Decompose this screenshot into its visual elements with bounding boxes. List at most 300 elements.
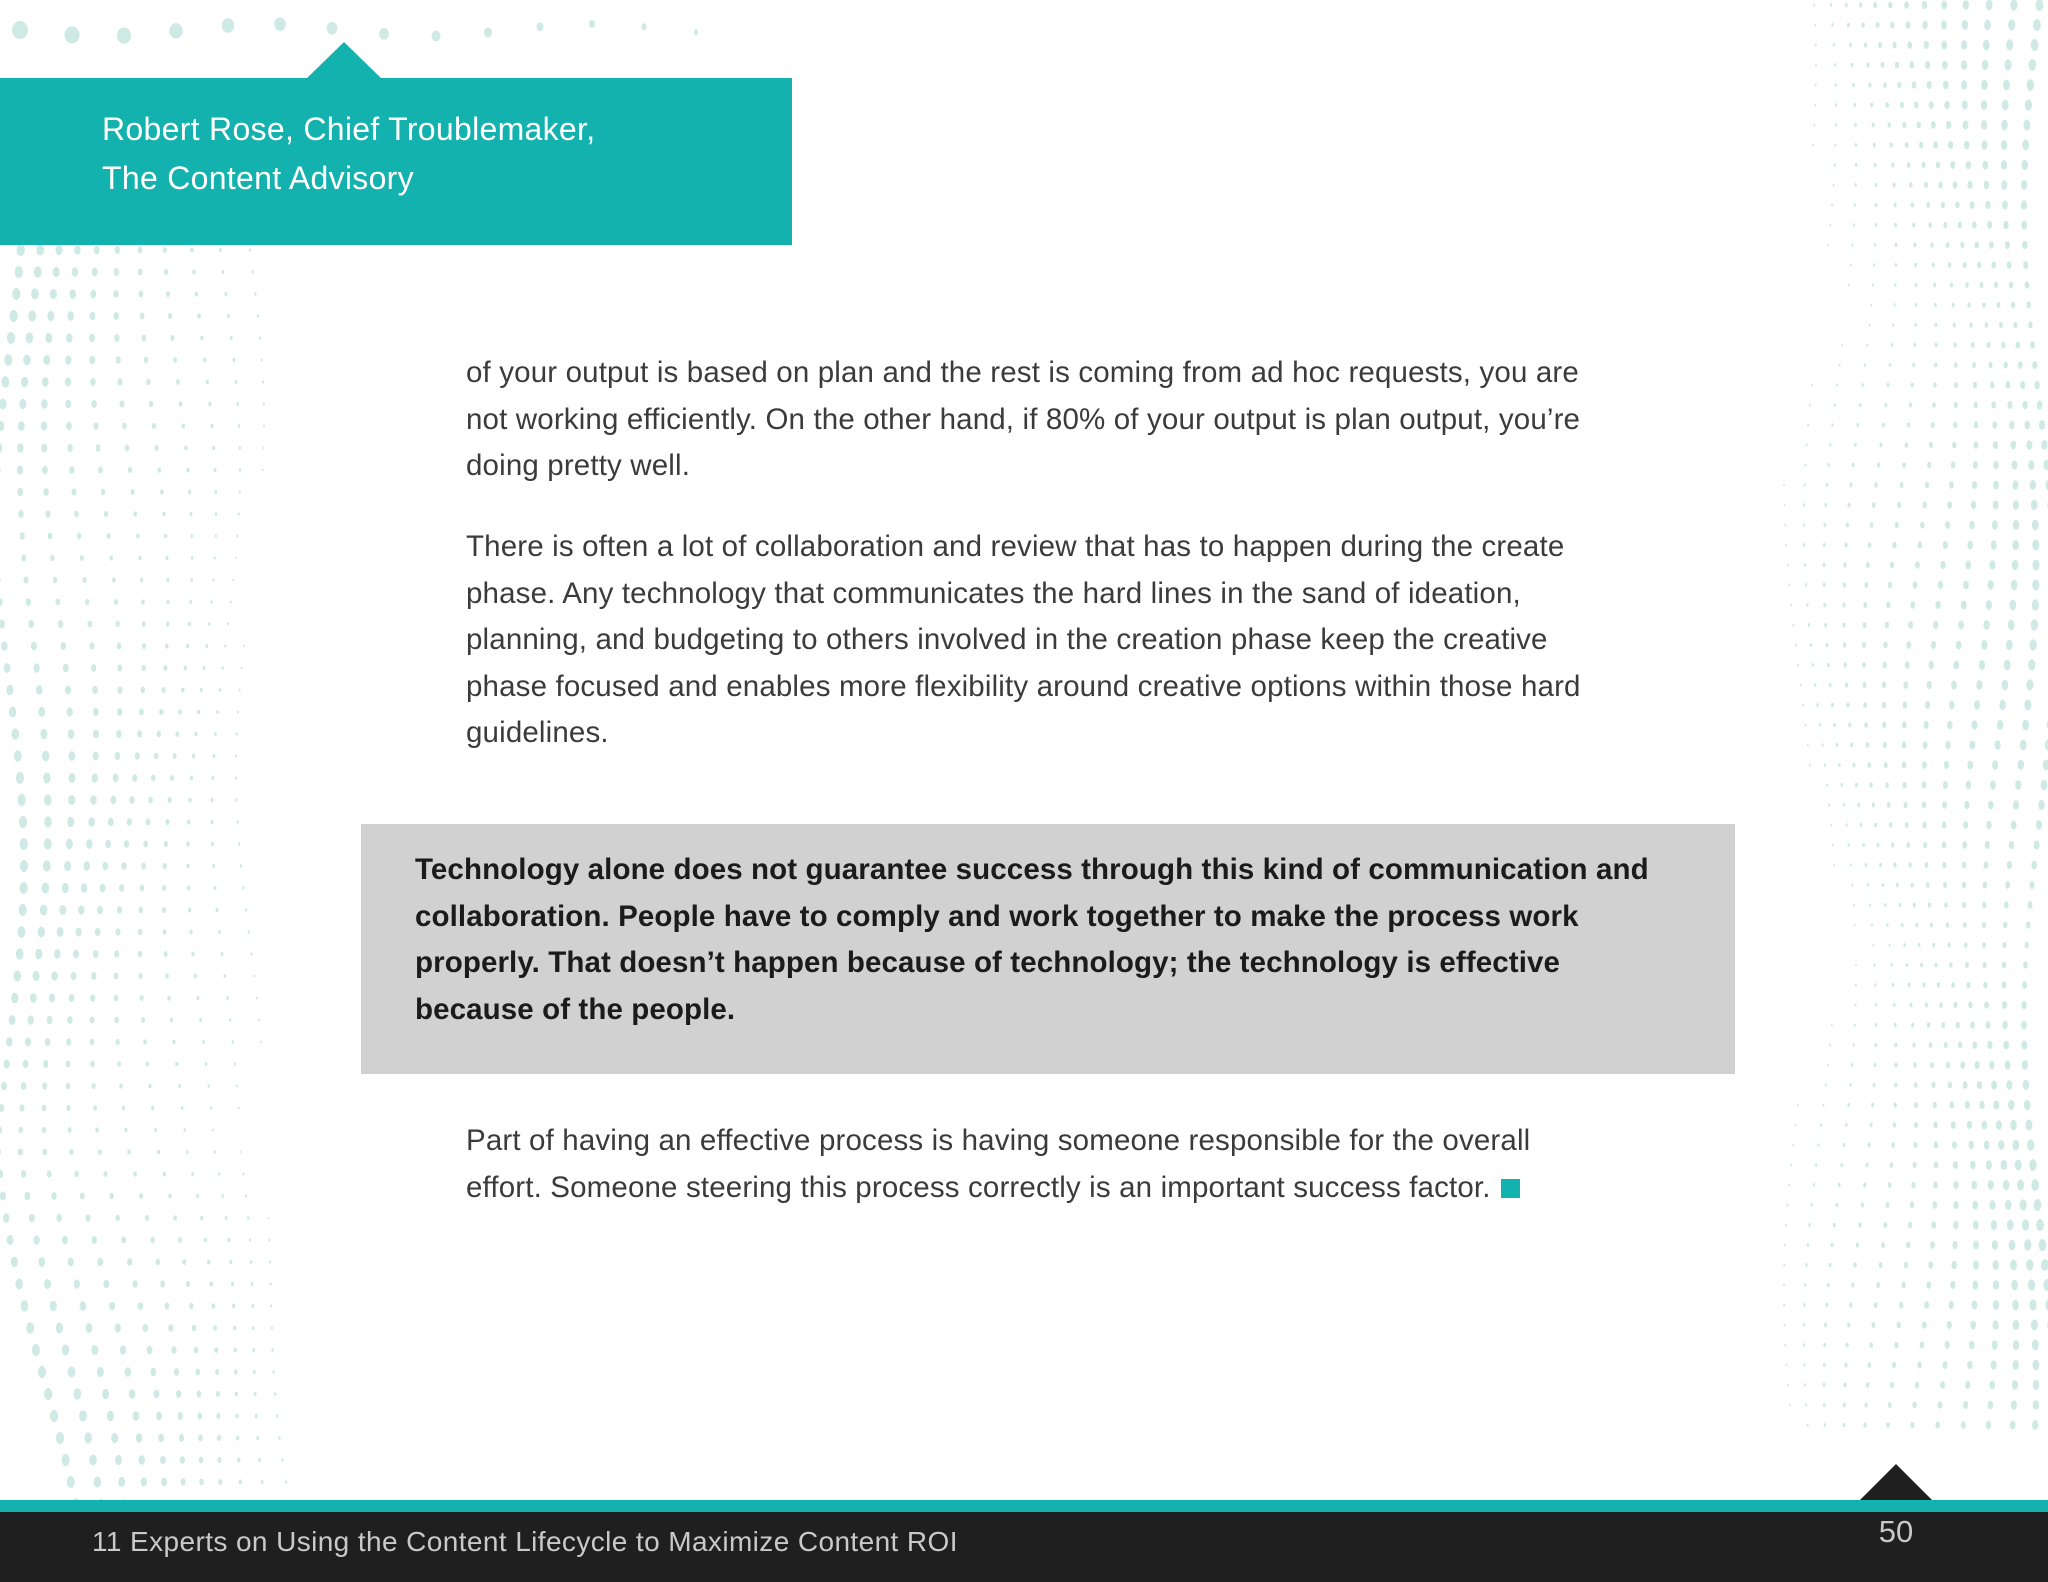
background-dot [109,1302,115,1311]
background-dot [138,929,143,936]
background-dot [2013,800,2019,809]
background-dot [53,267,60,277]
footer-accent-stripe [0,1500,2048,1512]
background-dot [212,578,214,581]
page-number: 50 [1878,1514,1914,1549]
background-dot [2010,1120,2017,1130]
background-dot [1849,43,1852,47]
background-dot [1900,482,1904,488]
background-dot [1948,141,1953,149]
background-dot [1992,1320,1998,1330]
background-dot [186,863,190,868]
background-dot [1855,163,1857,167]
background-dot [42,377,49,387]
background-dot [1789,1404,1791,1407]
background-dot [2010,1260,2017,1271]
background-dot [2033,1400,2039,1410]
background-dot [1859,2,1862,7]
background-dot [29,1214,35,1223]
background-dot [89,356,95,364]
background-dot [1856,1242,1859,1247]
background-dot [1970,1321,1976,1330]
background-dot [1854,1023,1856,1026]
paragraph-text-content: Part of having an effective process is having someone responsible for the overall effort. Someone steering this process correctly is an important success factor. [466,1124,1531,1204]
background-dot [1909,182,1913,188]
background-dot [1806,443,1808,446]
background-dot [1929,442,1933,448]
background-dot [1991,401,1996,408]
background-dot [1990,382,1994,389]
background-dot [20,838,28,850]
background-dot [1847,23,1850,28]
background-dot [56,1323,63,1334]
background-dot [1939,1002,1943,1008]
background-dot [1890,22,1894,29]
background-dot [55,598,60,605]
background-dot [107,533,111,539]
background-dot [238,424,241,428]
background-dot [1950,282,1953,287]
background-dot [1903,782,1907,789]
background-dot [1855,984,1857,987]
background-dot [2031,861,2037,870]
background-dot [116,356,121,364]
background-dot [224,644,226,647]
background-dot [1970,1161,1976,1170]
background-dot [261,358,263,361]
background-dot [194,974,197,979]
background-dot [117,378,122,385]
background-dot [2029,881,2034,889]
background-dot [1969,1141,1974,1149]
background-dot [28,310,36,321]
background-dot [276,1414,278,1417]
background-dot [1809,404,1811,407]
background-dot [54,949,61,959]
background-dot [1887,383,1890,387]
background-dot [87,621,92,628]
background-dot [2003,1041,2009,1050]
background-dot [21,1300,29,1311]
background-dot [1917,1361,1922,1368]
background-dot [1844,542,1847,547]
background-dot [226,996,229,1000]
background-dot [1955,201,1960,208]
background-dot [1823,563,1826,567]
background-dot [1862,843,1865,847]
background-dot [1984,1140,1990,1149]
background-dot [1993,441,1998,449]
background-dot [114,599,118,605]
background-dot [184,1128,186,1132]
background-dot [1871,1103,1874,1108]
background-dot [2011,580,2018,590]
background-dot [2026,302,2030,309]
background-dot [1960,242,1964,248]
background-dot [113,774,119,782]
background-dot [191,556,194,560]
background-dot [1822,1103,1824,1106]
background-dot [86,1323,93,1333]
background-dot [1883,82,1887,88]
background-dot [245,908,247,911]
background-dot [164,1302,169,1309]
background-dot [2005,241,2010,249]
background-dot [1806,1423,1808,1426]
background-dot [1885,622,1889,629]
background-dot [1963,581,1969,590]
background-dot [165,643,169,648]
background-dot [212,446,215,450]
background-dot [1983,962,1987,968]
background-dot [1848,843,1850,846]
background-dot [1826,783,1828,786]
background-dot [1843,642,1846,647]
background-dot [86,1214,91,1221]
background-dot [1953,323,1956,328]
background-dot [1912,363,1915,368]
background-dot [223,974,226,978]
background-dot [42,751,49,762]
background-dot [42,882,50,893]
background-dot [1950,1281,1955,1289]
background-dot [238,1107,240,1110]
background-dot [1962,20,1968,30]
background-dot [2013,322,2017,329]
background-dot [71,972,77,981]
background-dot [2012,460,2018,469]
background-dot [141,863,146,870]
background-dot [2013,520,2019,530]
background-dot [136,533,140,538]
background-dot [2026,679,2033,690]
background-dot [1882,722,1886,728]
background-dot [1852,463,1855,468]
background-dot [239,446,241,450]
background-dot [2009,421,2014,429]
background-dot [1861,1202,1864,1207]
background-dot [72,267,78,277]
background-dot [1933,382,1936,387]
background-dot [2032,579,2039,590]
background-dot [1898,903,1901,907]
background-dot [215,512,218,516]
background-dot [66,1105,70,1111]
background-dot [1848,722,1851,727]
background-dot [1953,181,1958,188]
background-dot [1945,521,1950,529]
background-dot [2001,180,2007,189]
background-dot [1933,1102,1937,1109]
background-dot [2030,480,2036,490]
background-dot [23,1060,29,1068]
background-dot [1893,183,1896,188]
background-dot [2003,922,2007,929]
background-dot [170,335,174,341]
background-dot [2018,361,2023,369]
background-dot [1984,20,1991,31]
background-dot [114,995,119,1002]
background-dot [1846,523,1849,528]
background-dot [1850,264,1852,267]
background-dot [209,1281,213,1286]
background-dot [2001,120,2008,130]
background-dot [2022,401,2027,409]
background-dot [1786,1204,1788,1207]
background-dot [1889,363,1892,367]
background-dot [2026,921,2031,928]
background-dot [1807,744,1809,747]
background-dot [1889,142,1892,147]
background-dot [1922,21,1927,29]
background-dot [1902,122,1906,128]
background-dot [1940,561,1945,569]
background-dot [2024,700,2031,711]
background-dot [1832,844,1834,847]
background-dot [162,885,166,891]
background-dot [41,421,47,430]
background-dot [196,1194,199,1198]
background-dot [90,1016,95,1023]
background-dot [1915,303,1917,307]
background-dot [79,1410,87,1421]
background-dot [1825,1303,1828,1307]
background-dot [216,1413,220,1419]
background-dot [1784,1344,1786,1347]
background-dot [15,266,23,278]
background-dot [2020,381,2025,389]
background-dot [1803,523,1805,527]
background-dot [1894,1102,1897,1107]
background-dot [1868,1362,1872,1368]
background-dot [1894,1043,1897,1048]
background-dot [1841,783,1844,787]
background-dot [1910,1202,1914,1209]
background-dot [0,421,4,432]
background-dot [1966,982,1970,988]
background-dot [2031,39,2039,51]
background-dot [94,1477,101,1488]
background-dot [1829,224,1831,227]
background-dot [156,1259,161,1266]
background-dot [205,1062,208,1066]
background-dot [1899,1302,1903,1309]
background-dot [215,1369,219,1375]
background-dot [146,1061,150,1066]
background-dot [64,861,71,871]
background-dot [1867,762,1870,767]
background-dot [1848,503,1851,508]
background-dot [115,1323,121,1332]
background-dot [1843,562,1846,567]
background-dot [74,511,79,518]
background-dot [1879,1262,1883,1268]
background-dot [120,400,125,407]
background-dot [2017,1179,2024,1190]
background-dot [139,1193,143,1199]
background-dot [178,1237,182,1243]
background-dot [187,885,191,890]
background-dot [1892,1362,1896,1368]
background-dot [18,1148,23,1155]
background-dot [1910,882,1913,887]
background-dot [4,1059,10,1068]
background-dot [1823,1403,1826,1407]
background-dot [24,576,29,583]
background-dot [68,1127,72,1133]
background-dot [2026,1259,2033,1270]
background-dot [1902,1282,1906,1289]
background-dot [1911,202,1914,207]
background-dot [53,577,57,584]
background-dot [2002,100,2009,111]
background-dot [116,1039,120,1045]
background-dot [169,23,182,38]
background-dot [2031,1319,2038,1330]
background-dot [1904,1262,1908,1269]
background-dot [91,664,96,672]
background-dot [1854,183,1856,187]
background-dot [1815,44,1817,47]
background-dot [74,1279,80,1288]
background-dot [1866,742,1870,748]
background-dot [155,445,159,451]
background-dot [197,1413,202,1420]
background-dot [1932,263,1935,268]
background-dot [2023,261,2028,269]
background-dot [117,643,122,650]
background-dot [251,1282,254,1286]
background-dot [1833,864,1835,867]
background-dot [188,907,191,912]
background-dot [1965,282,1969,288]
background-dot [2032,1420,2038,1430]
background-dot [1991,540,1997,549]
background-dot [1875,203,1878,207]
background-dot [2013,500,2019,510]
background-dot [1854,203,1856,207]
background-dot [118,1477,125,1487]
background-dot [1812,144,1814,147]
background-dot [67,817,74,827]
background-dot [28,620,34,628]
background-dot [38,707,45,717]
background-dot [1864,42,1867,47]
background-dot [2027,79,2034,91]
background-dot [236,402,239,406]
background-dot [1872,802,1875,807]
background-dot [1933,1181,1938,1188]
background-dot [65,355,71,364]
background-dot [1873,263,1875,267]
background-dot [2031,1179,2038,1191]
background-dot [1986,1160,1992,1169]
background-dot [1986,1421,1991,1429]
background-dot [162,907,166,913]
background-dot [1863,622,1867,628]
background-dot [1922,162,1926,168]
background-dot [1873,143,1876,148]
background-dot [1906,963,1909,967]
background-dot [69,773,76,783]
background-dot [1874,1043,1877,1047]
background-dot [254,292,256,295]
background-dot [119,884,124,892]
background-dot [127,818,132,826]
background-dot [1874,963,1876,966]
background-dot [2003,221,2008,229]
background-dot [1973,1220,1979,1229]
background-dot [43,860,51,871]
background-dot [1872,1322,1876,1328]
background-dot [219,688,222,692]
background-dot [1991,1220,1997,1230]
background-dot [2020,740,2027,751]
background-dot [19,1104,24,1111]
background-dot [1,1082,7,1090]
background-dot [1852,763,1855,768]
background-dot [249,1238,251,1242]
background-dot [214,1150,216,1153]
background-dot [80,1192,85,1199]
background-dot [66,1083,71,1090]
background-dot [2022,981,2027,989]
background-dot [124,840,129,848]
background-dot [32,1344,40,1356]
background-dot [211,820,214,824]
background-dot [19,816,27,828]
background-dot [236,820,238,823]
background-dot [64,26,79,43]
background-dot [1947,721,1952,730]
background-dot [1804,483,1806,486]
background-dot [1985,841,1990,849]
background-dot [164,841,168,847]
background-dot [1912,81,1917,88]
background-dot [1949,962,1952,967]
background-dot [1935,323,1938,327]
background-dot [90,994,95,1002]
background-dot [219,248,222,252]
background-dot [1956,640,1962,649]
background-dot [1961,40,1967,50]
background-dot [34,266,42,277]
background-dot [1943,1361,1948,1369]
background-dot [262,380,264,383]
background-dot [1951,982,1955,988]
background-dot [109,555,113,560]
background-dot [1934,1161,1939,1168]
background-dot [1874,983,1876,986]
background-dot [211,1303,215,1309]
background-dot [96,444,101,451]
background-dot [202,1040,205,1044]
background-dot [89,1454,97,1465]
background-dot [1893,863,1896,868]
end-of-article-square-icon [1501,1179,1520,1198]
background-dot [1947,501,1952,509]
background-dot [234,1347,237,1352]
background-dot [1927,681,1932,689]
background-dot [1940,1381,1945,1389]
background-dot [1913,1142,1917,1148]
background-dot [1823,1383,1826,1387]
background-dot [1846,702,1849,707]
background-dot [245,1194,247,1197]
background-dot [1973,461,1978,469]
background-dot [157,1150,160,1154]
background-dot [141,1477,147,1486]
